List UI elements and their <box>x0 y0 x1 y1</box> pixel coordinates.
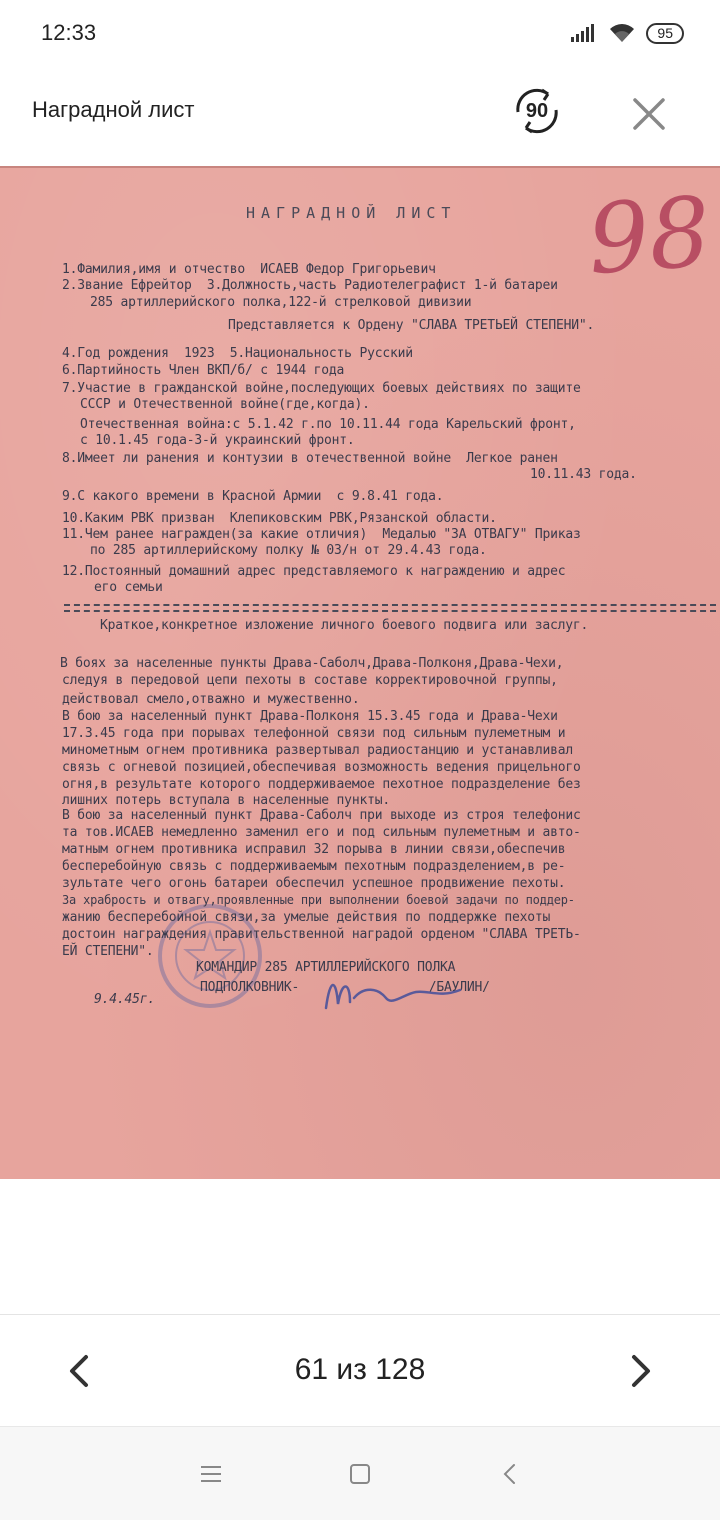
next-page-button[interactable] <box>620 1351 660 1391</box>
signature-scribble <box>320 968 470 1018</box>
doc-line-8: СССР и Отечественной войне(где,когда). <box>80 397 370 412</box>
doc-line-18: его семьи <box>94 580 163 595</box>
signal-icon <box>570 23 598 43</box>
status-icons <box>570 22 684 44</box>
doc-line-23: В бою за населенный пункт Драва-Полконя 15.3.45 года и Драва-Чехи <box>62 709 558 724</box>
doc-signature-title: КОМАНДИР 285 АРТИЛЛЕРИЙСКОГО ПОЛКА <box>196 960 456 975</box>
rotate-button[interactable] <box>508 82 566 140</box>
doc-line-36: достоин награждения правительственной наградой орденом "СЛАВА ТРЕТЬ- <box>62 927 581 942</box>
doc-line-29: В бою за населенный пункт Драва-Саболч при выходе из строя телефонис <box>62 808 581 823</box>
doc-line-31: матным огнем противника исправил 32 порыва в линии связи,обеспечив <box>62 842 566 857</box>
doc-divider-1 <box>64 604 716 606</box>
document-heading: НАГРАДНОЙ ЛИСТ <box>246 204 457 222</box>
menu-button[interactable] <box>198 1461 224 1487</box>
doc-line-3: 285 артиллерийского полка,122-й стрелковой дивизии <box>90 295 472 310</box>
doc-line-5: 4.Год рождения 1923 5.Национальность Русский <box>62 346 413 361</box>
home-icon <box>347 1461 373 1487</box>
page-counter: 61 из 128 <box>294 1353 426 1386</box>
doc-line-11: 8.Имеет ли ранения и контузии в отечественной войне Легкое ранен <box>62 451 558 466</box>
doc-line-22: действовал смело,отважно и мужественно. <box>62 692 360 707</box>
doc-line-17: 12.Постоянный домашний адрес представляемого к награждению и адрес <box>62 564 566 579</box>
doc-line-24: 17.3.45 года при порывах телефонной связи под сильным пулеметным и <box>62 726 566 741</box>
doc-line-20: В боях за населенные пункты Драва-Саболч,Драва-Полконя,Драва-Чехи, <box>60 656 564 671</box>
status-bar <box>0 0 720 66</box>
doc-line-27: огня,в результате которого поддерживаемое пехотное подразделение без <box>62 777 581 792</box>
doc-line-4: Представляется к Ордену "СЛАВА ТРЕТЬЕЙ СТЕПЕНИ". <box>228 318 595 333</box>
home-button[interactable] <box>347 1461 373 1487</box>
doc-line-14: 10.Каким РВК призван Клепиковским РВК,Рязанской области. <box>62 511 497 526</box>
doc-line-28: лишних потерь вступала в населенные пункты. <box>62 793 390 808</box>
doc-date: 9.4.45г. <box>94 992 156 1007</box>
doc-line-6: 6.Партийность Член ВКП/б/ с 1944 года <box>62 363 345 378</box>
page-title: Наградной лист <box>32 97 195 122</box>
doc-signature-rank: ПОДПОЛКОВНИК- /БАУЛИН/ <box>200 980 490 995</box>
back-button[interactable] <box>497 1461 523 1487</box>
doc-line-25: минометным огнем противника развертывал радиостанцию и устанавливал <box>62 743 573 758</box>
pager <box>0 1314 720 1426</box>
rotate-label: 90 <box>525 99 549 122</box>
wifi-icon <box>608 22 636 44</box>
close-button[interactable] <box>626 91 672 137</box>
doc-line-37: ЕЙ СТЕПЕНИ". <box>62 944 154 959</box>
battery-level: 95 <box>657 24 673 41</box>
back-icon <box>497 1461 523 1487</box>
doc-line-10: с 10.1.45 года-3-й украинский фронт. <box>80 433 355 448</box>
doc-line-32: бесперебойную связь с поддерживаемым пехотным подразделением,в ре- <box>62 859 566 874</box>
doc-divider-2 <box>64 610 716 612</box>
doc-line-35: жанию бесперебойной связи,за умелые действия по поддержке пехоты <box>62 910 551 925</box>
status-time: 12:33 <box>41 20 97 45</box>
handwritten-mark: 98 <box>584 175 714 297</box>
doc-line-34: За храбрость и отвагу,проявленные при выполнении боевой задачи по поддер- <box>62 893 575 907</box>
doc-line-26: связь с огневой позицией,обеспечивая возможность ведения прицельного <box>62 760 581 775</box>
doc-line-7: 7.Участие в гражданской войне,последующих боевых действиях по защите <box>62 381 581 396</box>
document-viewer[interactable] <box>0 166 720 1314</box>
doc-line-15: 11.Чем ранее награжден(за какие отличия) Медалью "ЗА ОТВАГУ" Приказ <box>62 527 581 542</box>
doc-line-1: 1.Фамилия,имя и отчество ИСАЕВ Федор Григорьевич <box>62 262 436 277</box>
chevron-right-icon <box>620 1351 660 1391</box>
close-icon <box>626 91 672 137</box>
doc-line-16: по 285 артиллерийскому полку № 03/н от 29.4.43 года. <box>90 543 487 558</box>
doc-line-33: зультате чего огонь батареи обеспечил успешное продвижение пехоты. <box>62 876 566 891</box>
doc-line-21: следуя в передовой цепи пехоты в составе корректировочной группы, <box>62 673 558 688</box>
doc-line-2: 2.Звание Ефрейтор 3.Должность,часть Радиотелеграфист 1-й батареи <box>62 278 558 293</box>
document-page[interactable] <box>0 166 720 1179</box>
doc-line-19: Краткое,конкретное изложение личного боевого подвига или заслуг. <box>100 618 589 633</box>
battery-icon <box>646 23 684 44</box>
doc-line-9: Отечественная война:с 5.1.42 г.по 10.11.44 года Карельский фронт, <box>80 417 576 432</box>
menu-icon <box>198 1461 224 1487</box>
system-nav-bar <box>0 1426 720 1520</box>
doc-line-13: 9.С какого времени в Красной Армии с 9.8.41 года. <box>62 489 444 504</box>
doc-line-12: 10.11.43 года. <box>530 467 637 482</box>
viewer-header <box>0 66 720 166</box>
doc-line-30: та тов.ИСАЕВ немедленно заменил его и под сильным пулеметным и авто- <box>62 825 581 840</box>
